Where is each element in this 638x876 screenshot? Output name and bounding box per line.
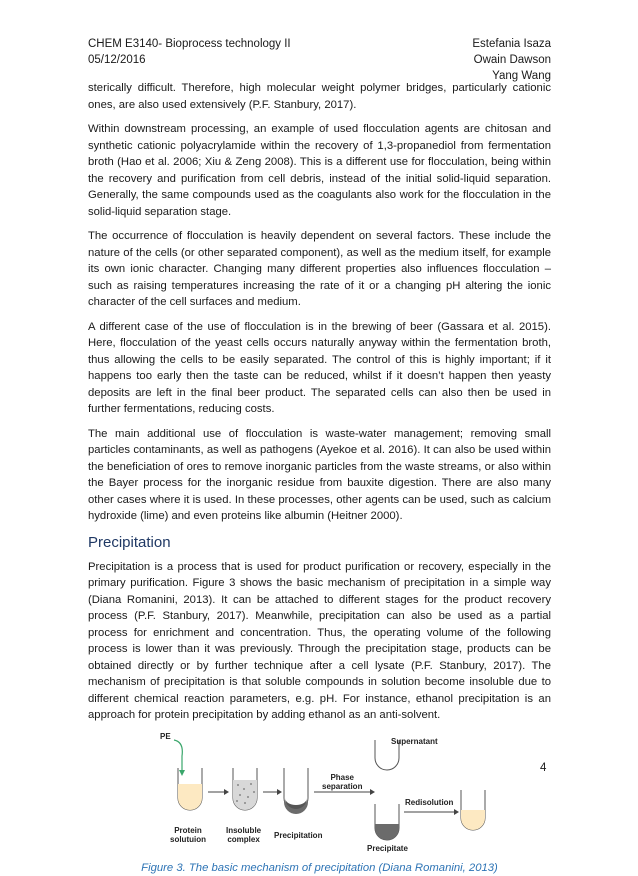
figure-caption: Figure 3. The basic mechanism of precipitation (Diana Romanini, 2013)	[88, 860, 551, 876]
author-3: Yang Wang	[472, 68, 551, 84]
precipitation-figure	[88, 730, 551, 858]
label-precipitate: Precipitate	[367, 844, 408, 853]
paragraph: Within downstream processing, an example of used flocculation agents are chitosan and synthetic cationic polyacrylamide within the recovery of 1,3-propanediol from fermentation broth (Hao et al. 2006; Xiu & Zeng 2008). This is a different use for flocculation, being within the recovery and purification from cell debris, instead of the initial solid-liquid separation. Generally, the same compounds used as the coagulants also work for the flocculation in the solid-liquid separation stage.	[88, 121, 551, 220]
label-redisolution: Redisolution	[405, 798, 453, 807]
author-1: Estefania Isaza	[472, 36, 551, 52]
paragraph: Precipitation is a process that is used for product purification or recovery, especially in the primary purification. Figure 3 shows the basic mechanism of precipitation in a simple way (Diana Romanini, 2013). It can be attached to different stages for the product recovery process (P.F. Stanbury, 2017). Meanwhile, precipitation can also be used as a partial process for enrichment and concentration. Thus, the operating volume of the following process is lower than it was previously. Through the precipitation stage, products can be obtained directly or by further technique after a cell lysate (P.F. Stanbury, 2017). The mechanism of precipitation is that soluble compounds in solution become insoluble due to different chemical reaction parameters, e.g. pH. For instance, ethanol precipitation is an approach for protein precipitation by adding ethanol as an anti-solvent.	[88, 559, 551, 724]
course-title: CHEM E3140- Bioprocess technology II	[88, 36, 291, 52]
page-number: 4	[540, 762, 546, 774]
step-arrowhead-icon	[454, 809, 459, 815]
label-precipitation: Precipitation	[274, 831, 322, 840]
header-date: 05/12/2016	[88, 52, 291, 68]
label-pe: PE	[160, 732, 171, 741]
document-body	[88, 80, 551, 876]
label-protein-solution: Protein solutuion	[170, 826, 206, 844]
step-arrowhead-icon	[224, 789, 229, 795]
pe-arrow-icon	[174, 740, 182, 772]
paragraph: The occurrence of flocculation is heavily dependent on several factors. These include the nature of the cells (or other separated component), as well as the medium itself, for example its own ionic character. Changing many different properties also influences flocculation – such as raising temperatures increasing the rate of it or a changing pH altering the ionic character of the cell surfaces and medium.	[88, 228, 551, 311]
paragraph: The main additional use of flocculation is waste-water management; removing small particles contaminants, as well as pathogens (Ayekoe et al. 2016). It can also be used within the beneficiation of ores to remove inorganic particles from the waste streams, or also within the Bayer process for the inorganic residue from bauxite digestion. There are also many other cases where it is used. In these processes, other agents can be used, such as calcium hydroxide (lime) and even proteins like albumin (Heitner 2000).	[88, 426, 551, 525]
section-heading: Precipitation	[88, 533, 551, 553]
pe-arrowhead-icon	[179, 770, 185, 776]
step-arrowhead-icon	[370, 789, 375, 795]
protein-solution-liquid	[178, 784, 202, 810]
label-phase-separation: Phase separation	[322, 773, 362, 791]
paragraph: A different case of the use of flocculation is in the brewing of beer (Gassara et al. 2015). Here, flocculation of the yeast cells occurs naturally anyway within the fermentation broth, thus allowing the cells to be easily separated. The control of this is highly important; if it happens too early then the taste can be reduced, whilst if it doesn’t happen then yeasty deposits are left in the final beer product. The separated cells can also then be used in further fermentations, reducing costs.	[88, 319, 551, 418]
step-arrowhead-icon	[277, 789, 282, 795]
label-insoluble-complex: Insoluble complex	[226, 826, 261, 844]
label-supernatant: Supernatant	[391, 737, 438, 746]
insoluble-complex-fill	[233, 780, 257, 810]
author-2: Owain Dawson	[472, 52, 551, 68]
paragraph: sterically difficult. Therefore, high molecular weight polymer bridges, particularly cationic ones, are also used extensively (P.F. Stanbury, 2017).	[88, 80, 551, 113]
